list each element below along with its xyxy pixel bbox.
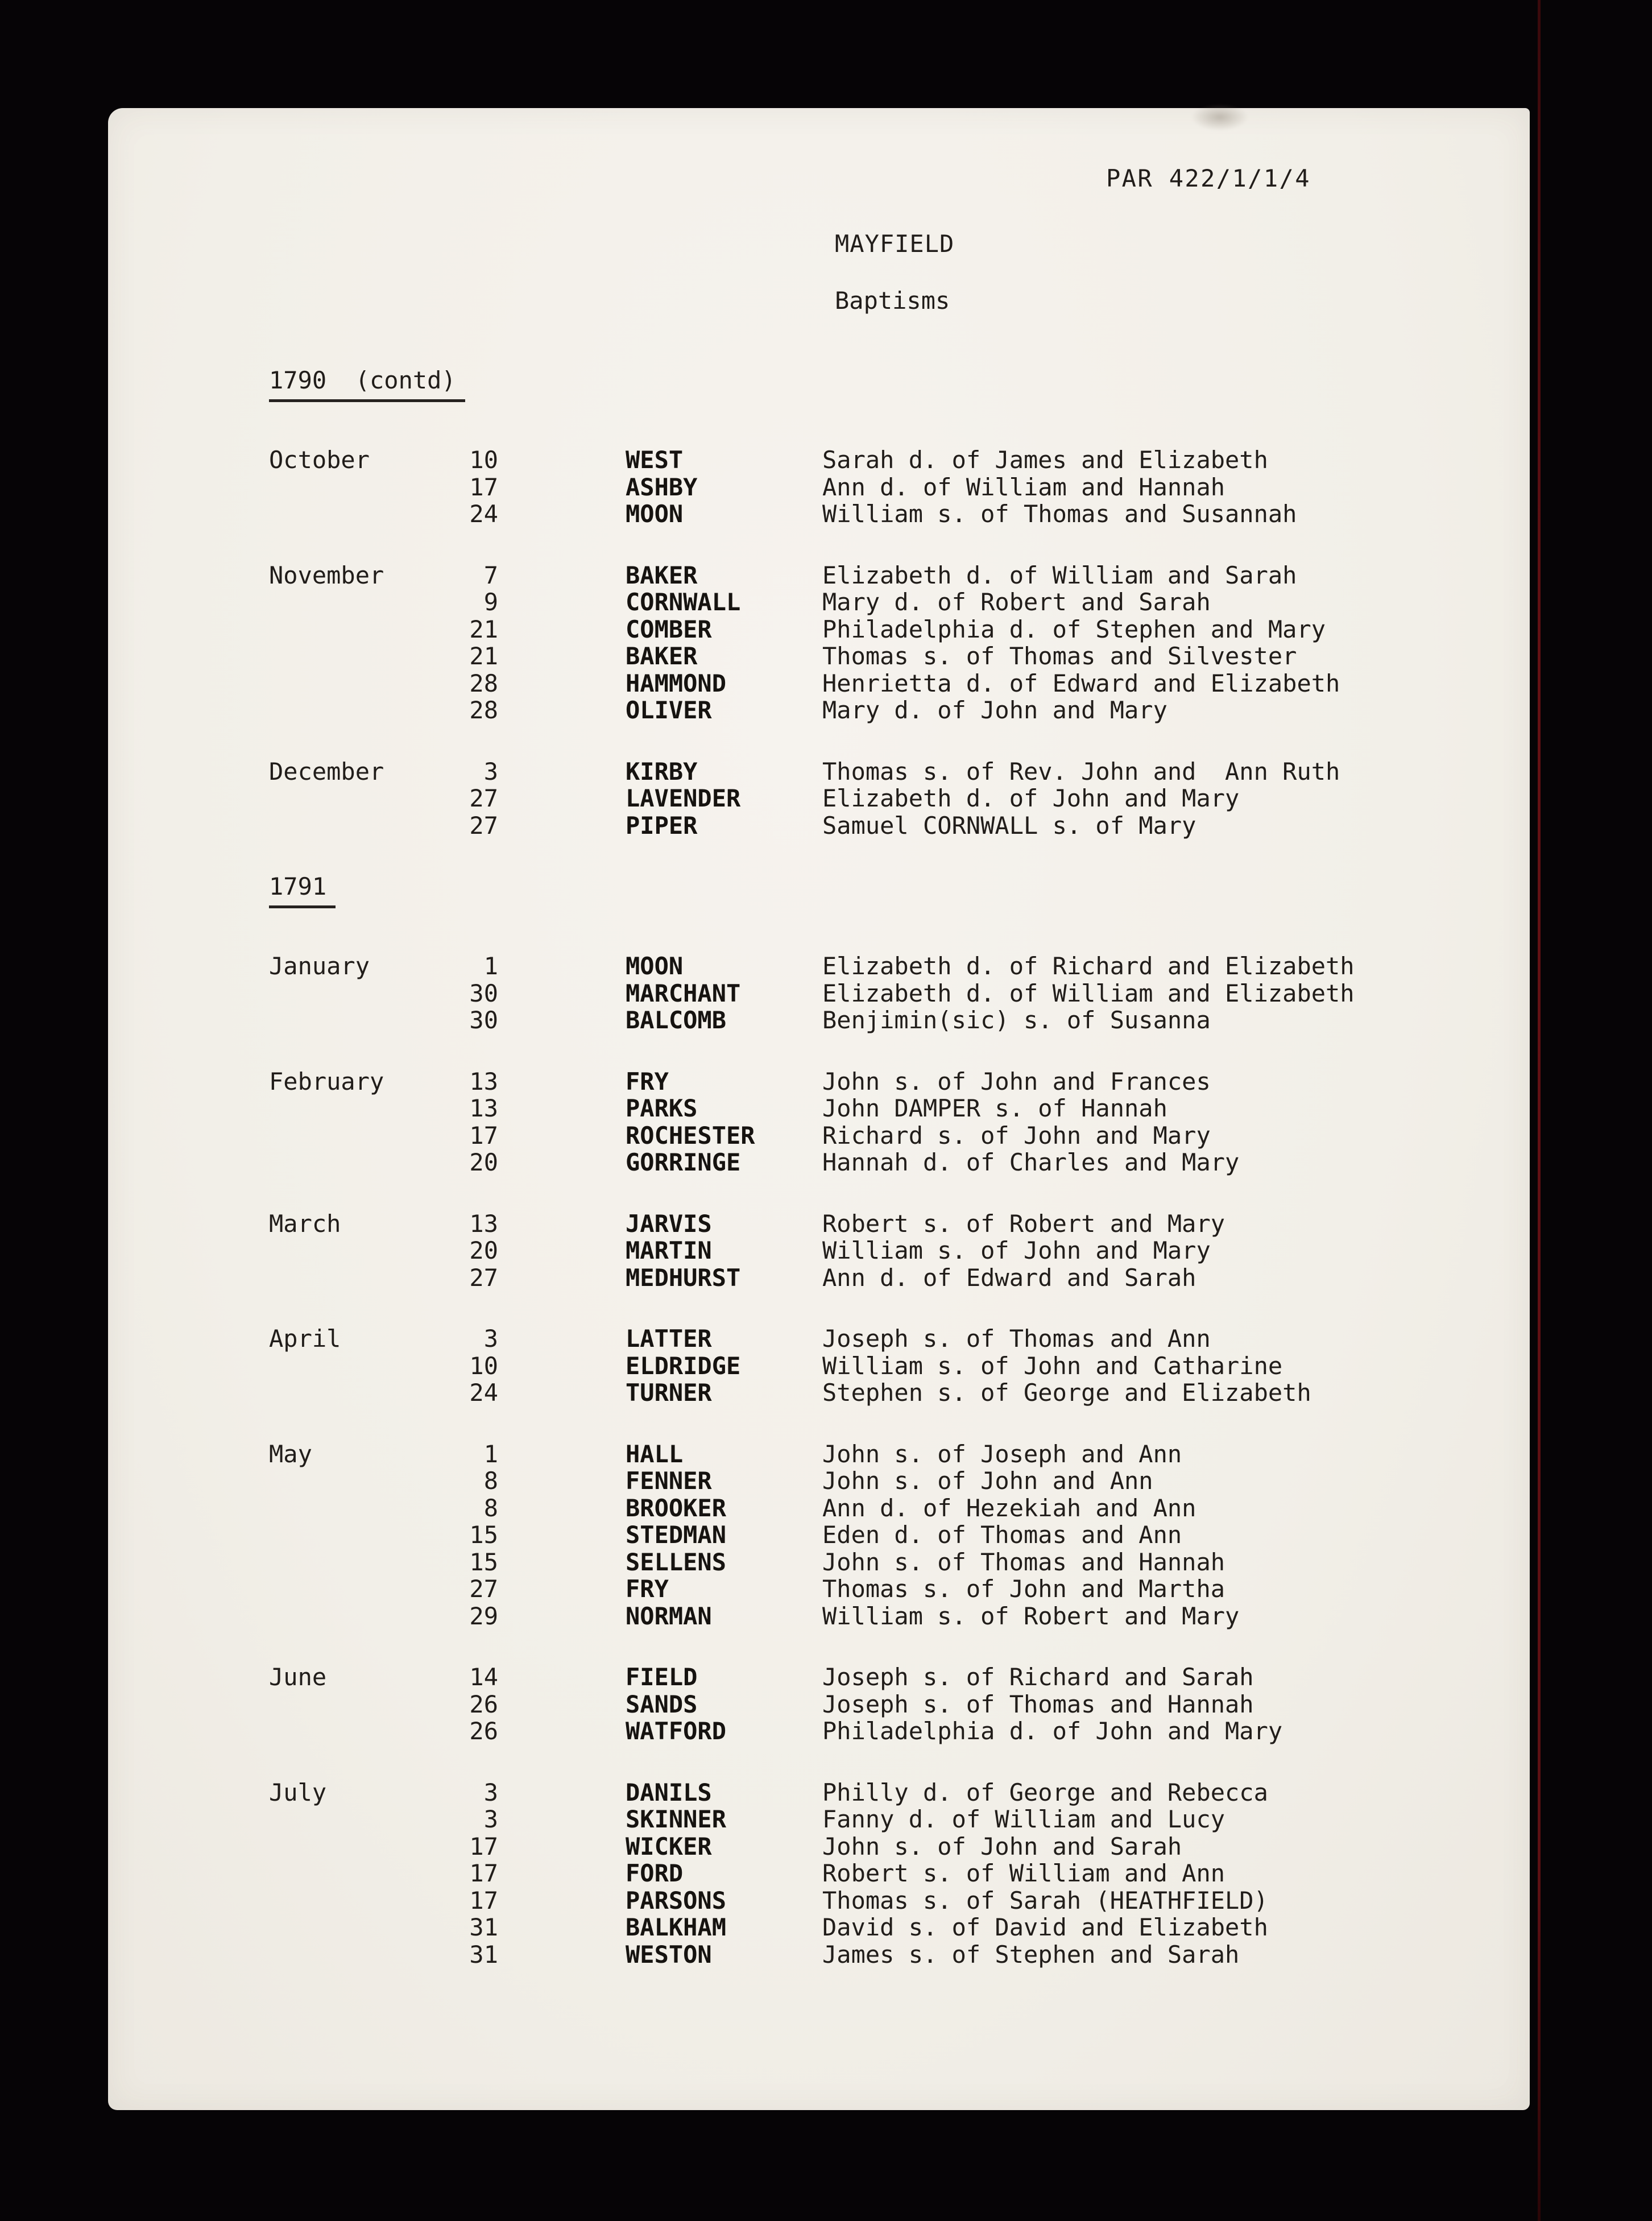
surname: ELDRIDGE <box>626 1351 741 1380</box>
record-detail: Samuel CORNWALL s. of Mary <box>822 811 1196 839</box>
baptism-record-row <box>108 616 1530 643</box>
record-detail: David s. of David and Elizabeth <box>822 1913 1268 1941</box>
month-label: November <box>269 561 384 589</box>
record-detail: William s. of Robert and Mary <box>822 1602 1240 1630</box>
surname: TURNER <box>626 1379 712 1407</box>
baptism-record-row <box>108 1521 1530 1549</box>
baptism-record-row <box>108 1095 1530 1122</box>
record-detail: James s. of Stephen and Sarah <box>822 1940 1240 1968</box>
surname: PARSONS <box>626 1886 727 1914</box>
baptism-record-row <box>108 1664 1530 1691</box>
surname: SELLENS <box>626 1548 727 1576</box>
record-detail: Robert s. of Robert and Mary <box>822 1209 1225 1238</box>
baptism-record-row <box>108 1779 1530 1806</box>
surname: BALKHAM <box>626 1913 727 1941</box>
day-value: 10 <box>469 446 498 474</box>
day-value: 31 <box>469 1940 498 1968</box>
day-value: 8 <box>483 1467 498 1495</box>
surname: MOON <box>626 500 684 528</box>
month-label: July <box>269 1778 327 1806</box>
day-value: 17 <box>469 1832 498 1860</box>
binding-red-line <box>1538 0 1541 2221</box>
surname: KIRBY <box>626 757 698 785</box>
record-detail: Fanny d. of William and Lucy <box>822 1805 1225 1833</box>
day-value: 21 <box>469 615 498 643</box>
baptism-record-row <box>108 562 1530 589</box>
record-detail: Ann d. of William and Hannah <box>822 473 1225 501</box>
month-label: December <box>269 757 384 785</box>
record-detail: Ann d. of Edward and Sarah <box>822 1263 1196 1292</box>
day-value: 17 <box>469 1859 498 1887</box>
baptism-record-row <box>108 446 1530 474</box>
surname: WEST <box>626 446 684 474</box>
day-value: 27 <box>469 1575 498 1603</box>
surname: WATFORD <box>626 1717 727 1745</box>
surname: MARTIN <box>626 1236 712 1264</box>
baptism-record-row <box>108 670 1530 697</box>
record-detail: Elizabeth d. of William and Elizabeth <box>822 979 1355 1007</box>
surname: JARVIS <box>626 1209 712 1238</box>
baptism-record-row <box>108 1549 1530 1576</box>
surname: NORMAN <box>626 1602 712 1630</box>
baptism-record-row <box>108 1914 1530 1941</box>
record-detail: John s. of John and Sarah <box>822 1832 1182 1860</box>
day-value: 10 <box>469 1351 498 1380</box>
record-detail: Joseph s. of Richard and Sarah <box>822 1663 1254 1691</box>
baptism-record-row <box>108 1603 1530 1630</box>
day-value: 17 <box>469 1886 498 1914</box>
baptism-record-row <box>108 812 1530 839</box>
record-detail: John s. of Joseph and Ann <box>822 1440 1182 1468</box>
month-label: March <box>269 1209 341 1238</box>
surname: MOON <box>626 952 684 980</box>
baptism-record-row <box>108 1575 1530 1603</box>
baptism-record-row <box>108 1325 1530 1353</box>
month-label: January <box>269 952 370 980</box>
paper-smudge <box>1191 104 1248 131</box>
day-value: 17 <box>469 473 498 501</box>
baptism-record-row <box>108 1237 1530 1264</box>
surname: SANDS <box>626 1690 698 1718</box>
surname: BAKER <box>626 642 698 670</box>
record-detail: Elizabeth d. of Richard and Elizabeth <box>822 952 1355 980</box>
surname: FIELD <box>626 1663 698 1691</box>
record-detail: John s. of John and Frances <box>822 1067 1211 1095</box>
surname: PARKS <box>626 1094 698 1122</box>
baptism-record-row <box>108 1210 1530 1238</box>
surname: LATTER <box>626 1325 712 1353</box>
day-value: 3 <box>483 1778 498 1806</box>
baptism-record-row <box>108 1441 1530 1468</box>
surname: FRY <box>626 1575 669 1603</box>
surname: ROCHESTER <box>626 1121 755 1149</box>
surname: LAVENDER <box>626 784 741 812</box>
surname: OLIVER <box>626 696 712 724</box>
surname: BROOKER <box>626 1494 727 1522</box>
day-value: 24 <box>469 1379 498 1407</box>
surname: HALL <box>626 1440 684 1468</box>
surname: BALCOMB <box>626 1006 727 1034</box>
record-detail: Philly d. of George and Rebecca <box>822 1778 1268 1806</box>
day-value: 29 <box>469 1602 498 1630</box>
surname: WICKER <box>626 1832 712 1860</box>
baptism-record-row <box>108 1887 1530 1914</box>
record-detail: Philadelphia d. of John and Mary <box>822 1717 1283 1745</box>
month-label: June <box>269 1663 327 1691</box>
record-detail: Henrietta d. of Edward and Elizabeth <box>822 669 1340 697</box>
baptism-record-row <box>108 1264 1530 1292</box>
day-value: 15 <box>469 1521 498 1549</box>
record-detail: Eden d. of Thomas and Ann <box>822 1521 1182 1549</box>
surname: STEDMAN <box>626 1521 727 1549</box>
day-value: 20 <box>469 1236 498 1264</box>
baptism-record-row <box>108 1833 1530 1860</box>
record-detail: John DAMPER s. of Hannah <box>822 1094 1167 1122</box>
surname: MARCHANT <box>626 979 741 1007</box>
record-detail: Joseph s. of Thomas and Hannah <box>822 1690 1254 1718</box>
record-detail: William s. of Thomas and Susannah <box>822 500 1297 528</box>
day-value: 13 <box>469 1067 498 1095</box>
page-title: MAYFIELD <box>835 230 955 258</box>
surname: CORNWALL <box>626 588 741 616</box>
day-value: 28 <box>469 696 498 724</box>
baptism-record-row <box>108 1691 1530 1718</box>
baptism-record-row <box>108 589 1530 616</box>
page-subtitle: Baptisms <box>835 287 950 315</box>
record-detail: Thomas s. of John and Martha <box>822 1575 1225 1603</box>
record-detail: John s. of John and Ann <box>822 1467 1153 1495</box>
month-label: February <box>269 1067 384 1095</box>
surname: FORD <box>626 1859 684 1887</box>
baptism-record-row <box>108 785 1530 812</box>
day-value: 8 <box>483 1494 498 1522</box>
day-value: 7 <box>483 561 498 589</box>
day-value: 28 <box>469 669 498 697</box>
record-detail: Stephen s. of George and Elizabeth <box>822 1379 1311 1407</box>
surname: ASHBY <box>626 473 698 501</box>
record-detail: Ann d. of Hezekiah and Ann <box>822 1494 1196 1522</box>
year-heading: 1790 (contd) <box>269 367 465 402</box>
record-detail: William s. of John and Catharine <box>822 1351 1283 1380</box>
day-value: 30 <box>469 979 498 1007</box>
record-detail: Benjimin(sic) s. of Susanna <box>822 1006 1211 1034</box>
archive-reference: PAR 422/1/1/4 <box>1106 164 1311 192</box>
surname: GORRINGE <box>626 1148 741 1176</box>
surname: FRY <box>626 1067 669 1095</box>
surname: BAKER <box>626 561 698 589</box>
day-value: 30 <box>469 1006 498 1034</box>
baptism-record-row <box>108 1122 1530 1149</box>
day-value: 1 <box>483 1440 498 1468</box>
record-detail: John s. of Thomas and Hannah <box>822 1548 1225 1576</box>
day-value: 27 <box>469 1263 498 1292</box>
surname: MEDHURST <box>626 1263 741 1292</box>
record-detail: Joseph s. of Thomas and Ann <box>822 1325 1211 1353</box>
baptism-record-row <box>108 1806 1530 1833</box>
day-value: 9 <box>483 588 498 616</box>
baptism-record-row <box>108 1353 1530 1380</box>
surname: WESTON <box>626 1940 712 1968</box>
baptism-record-row <box>108 1860 1530 1887</box>
day-value: 1 <box>483 952 498 980</box>
baptism-record-row <box>108 1149 1530 1176</box>
record-detail: Elizabeth d. of William and Sarah <box>822 561 1297 589</box>
surname: COMBER <box>626 615 712 643</box>
day-value: 3 <box>483 757 498 785</box>
baptism-record-row <box>108 474 1530 501</box>
baptism-record-row <box>108 1941 1530 1968</box>
baptism-record-row <box>108 501 1530 528</box>
day-value: 26 <box>469 1717 498 1745</box>
document-page <box>108 108 1530 2110</box>
month-label: May <box>269 1440 312 1468</box>
baptism-record-row <box>108 697 1530 724</box>
day-value: 20 <box>469 1148 498 1176</box>
month-label: April <box>269 1325 341 1353</box>
record-detail: William s. of John and Mary <box>822 1236 1211 1264</box>
surname: FENNER <box>626 1467 712 1495</box>
record-detail: Thomas s. of Sarah (HEATHFIELD) <box>822 1886 1268 1914</box>
baptism-record-row <box>108 953 1530 980</box>
day-value: 13 <box>469 1094 498 1122</box>
record-detail: Richard s. of John and Mary <box>822 1121 1211 1149</box>
record-detail: Sarah d. of James and Elizabeth <box>822 446 1268 474</box>
day-value: 26 <box>469 1690 498 1718</box>
baptism-record-row <box>108 1068 1530 1095</box>
day-value: 31 <box>469 1913 498 1941</box>
surname: DANILS <box>626 1778 712 1806</box>
baptism-record-row <box>108 1718 1530 1745</box>
record-detail: Thomas s. of Thomas and Silvester <box>822 642 1297 670</box>
baptism-record-row <box>108 1495 1530 1522</box>
record-detail: Philadelphia d. of Stephen and Mary <box>822 615 1326 643</box>
surname: HAMMOND <box>626 669 727 697</box>
record-detail: Hannah d. of Charles and Mary <box>822 1148 1240 1176</box>
day-value: 21 <box>469 642 498 670</box>
day-value: 15 <box>469 1548 498 1576</box>
day-value: 14 <box>469 1663 498 1691</box>
baptism-record-row <box>108 1379 1530 1407</box>
baptism-record-row <box>108 758 1530 785</box>
day-value: 24 <box>469 500 498 528</box>
day-value: 3 <box>483 1805 498 1833</box>
day-value: 17 <box>469 1121 498 1149</box>
baptism-record-row <box>108 643 1530 670</box>
record-detail: Elizabeth d. of John and Mary <box>822 784 1240 812</box>
surname: PIPER <box>626 811 698 839</box>
day-value: 3 <box>483 1325 498 1353</box>
baptism-record-row <box>108 1007 1530 1034</box>
month-label: October <box>269 446 370 474</box>
day-value: 27 <box>469 784 498 812</box>
record-detail: Mary d. of Robert and Sarah <box>822 588 1211 616</box>
year-heading: 1791 <box>269 873 336 908</box>
record-detail: Robert s. of William and Ann <box>822 1859 1225 1887</box>
day-value: 13 <box>469 1209 498 1238</box>
baptism-record-row <box>108 980 1530 1007</box>
record-detail: Mary d. of John and Mary <box>822 696 1167 724</box>
record-detail: Thomas s. of Rev. John and Ann Ruth <box>822 757 1340 785</box>
baptism-record-row <box>108 1467 1530 1495</box>
day-value: 27 <box>469 811 498 839</box>
surname: SKINNER <box>626 1805 727 1833</box>
